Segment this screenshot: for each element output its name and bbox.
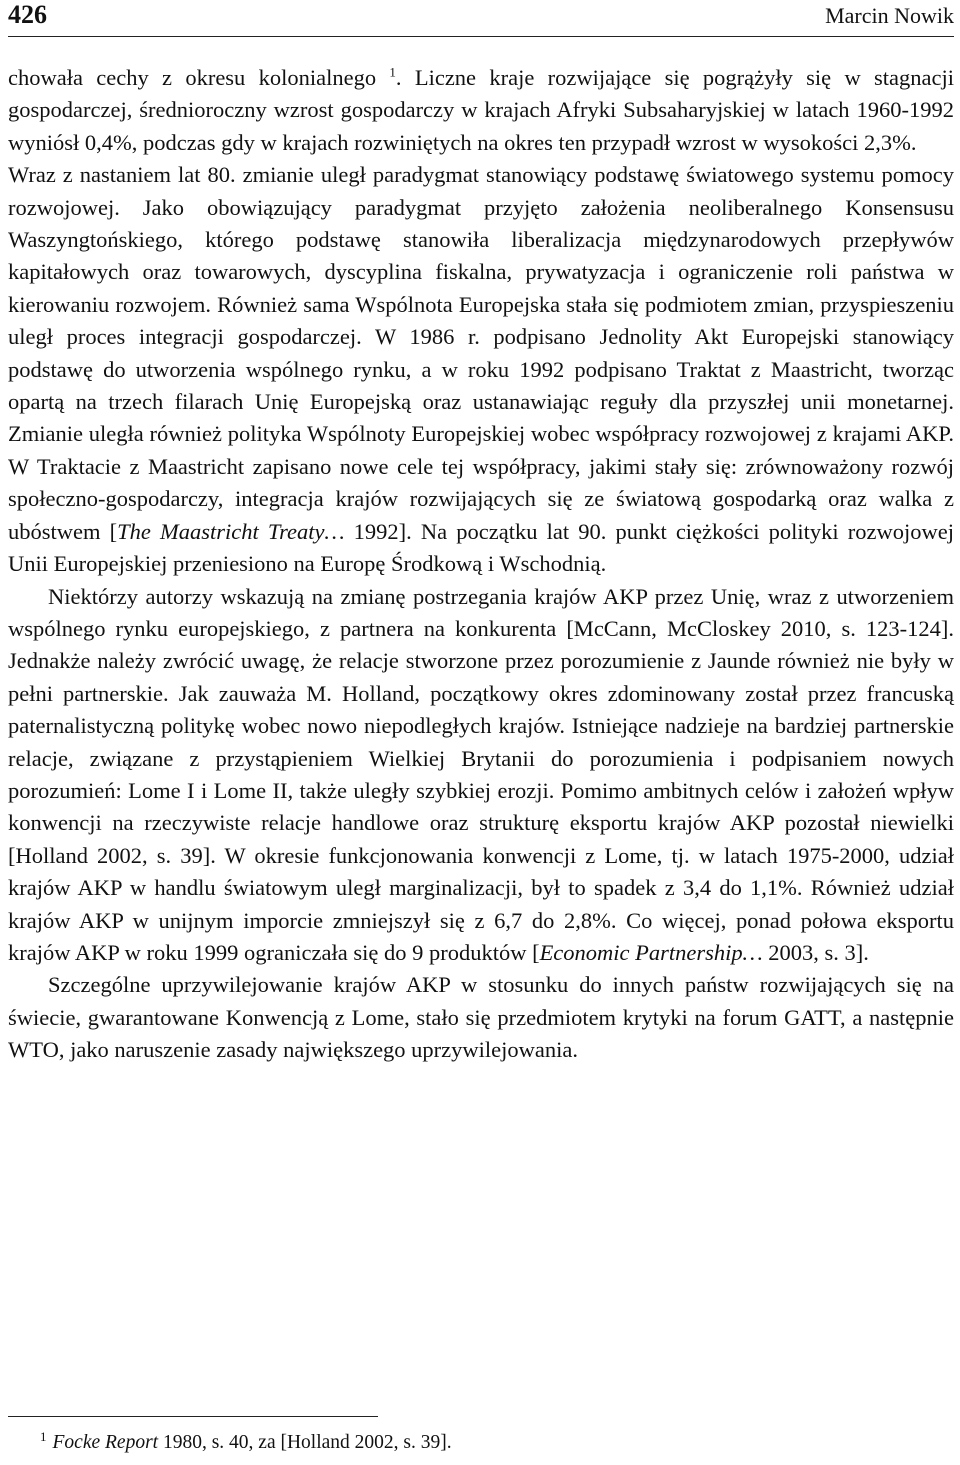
footnote-separator bbox=[8, 1416, 378, 1417]
paragraph bbox=[8, 62, 954, 159]
paragraph-text: chowała cechy z okresu kolonialnego bbox=[8, 65, 390, 90]
paragraph-text: . Liczne kraje rozwijające się pogrążyły się w stagnacji gospodarczej, średnioroczny wzrost gospodarczy w krajach Afryki Subsaharyjskiej w latach 1960-1992 wyniósł 0,4%, podczas gdy w krajach rozwiniętych na okres ten przypadł wzrost w wysokości 2,3%. bbox=[8, 65, 954, 155]
footnote-source-title: Focke Report bbox=[52, 1432, 159, 1453]
body-text bbox=[8, 62, 954, 1067]
paragraph-text: 2003, s. 3]. bbox=[762, 939, 869, 965]
citation-title: Economic Partnership… bbox=[539, 939, 763, 965]
paragraph-text: Niektórzy autorzy wskazują na zmianę postrzegania krajów AKP przez Unię, wraz z utworzeniem wspólnego rynku europejskiego, z partnera na konkurenta [McCann, McCloskey 2010, s. 123-124]. Jednakże należy zwrócić uwagę, że relacje stworzone przez porozumienie z Jaunde również nie były w pełni partnerskie. Jak zauważa M. Holland, początkowy okres zdominowany został przez francuską paternalistyczną politykę wobec nowo niepodległych krajów. Istniejące nadzieje na bardziej partnerskie relacje, związane z przystąpieniem Wielkiej Brytanii do porozumienia i podpisaniem nowych porozumień: Lome I i Lome II, także uległy szybkiej erozji. Pomimo ambitnych celów i założeń wpływ konwencji na rzeczywiste relacje handlowe oraz strukturę eksportu krajów AKP pozostał niewielki [Holland 2002, s. 39]. W okresie funkcjonowania konwencji z Lome, tj. w latach 1975-2000, udział krajów AKP w handlu światowym uległ marginalizacji, był to spadek z 3,4 do 1,1%. Również udział krajów AKP w unijnym imporcie zmniejszył się z 6,7 do 2,8%. Co więcej, ponad połowa eksportu krajów AKP w roku 1999 ograniczała się do 9 produktów [ bbox=[8, 583, 954, 965]
paragraph-text: 1992]. Na początku lat 90. punkt ciężkości polityki rozwojowej Unii Europejskiej przeniesiono na Europę Środkową i Wschodnią. bbox=[8, 518, 954, 577]
footnote bbox=[40, 1428, 452, 1455]
paragraph-text: Wraz z nastaniem lat 80. zmianie uległ paradygmat stanowiący podstawę światowego systemu pomocy rozwojowej. Jako obowiązujący paradygmat przyjęto założenia neoliberalnego Konsensusu Waszyngtońskiego, którego podstawę stanowiła liberalizacja międzynarodowych przepływów kapitałowych oraz towarowych, dyscyplina fiskalna, prywatyzacja i ograniczenie roli państwa w kierowaniu rozwojem. Również sama Wspólnota Europejska stała się podmiotem zmian, przyspieszeniu uległ proces integracji gospodarczej. W 1986 r. podpisano Jednolity Akt Europejski stanowiący podstawę do utworzenia wspólnego rynku, a w roku 1992 podpisano Traktat z Maastricht, tworząc opartą na trzech filarach Unię Europejską oraz ustanawiając reguły dla przyszłej unii monetarnej. Zmianie uległa również polityka Wspólnoty Europejskiej wobec współpracy rozwojowej z krajami AKP. W Traktacie z Maastricht zapisano nowe cele tej współpracy, jakimi stały się: zrównoważony rozwój społeczno-gospodarczy, integracja krajów rozwijających się ze światową gospodarką oraz walka z ubóstwem [ bbox=[8, 162, 954, 544]
footnote-reference: 1 bbox=[389, 64, 396, 80]
paragraph-text: Szczególne uprzywilejowanie krajów AKP w stosunku do innych państw rozwijających się na świecie, gwarantowane Konwencją z Lome, stało się przedmiotem krytyki na forum GATT, a następnie WTO, jako naruszenie zasady największego uprzywilejowania. bbox=[8, 972, 954, 1063]
footnote-text: 1980, s. 40, za [Holland 2002, s. 39]. bbox=[158, 1432, 452, 1453]
paragraph bbox=[8, 969, 954, 1066]
citation-title: The Maastricht Treaty… bbox=[117, 518, 345, 544]
page-number: 426 bbox=[8, 0, 47, 29]
running-header-author: Marcin Nowik bbox=[825, 3, 954, 28]
paragraph bbox=[8, 159, 954, 580]
page-header bbox=[8, 0, 954, 37]
footnote-number: 1 bbox=[40, 1428, 47, 1444]
paragraph bbox=[8, 581, 954, 970]
